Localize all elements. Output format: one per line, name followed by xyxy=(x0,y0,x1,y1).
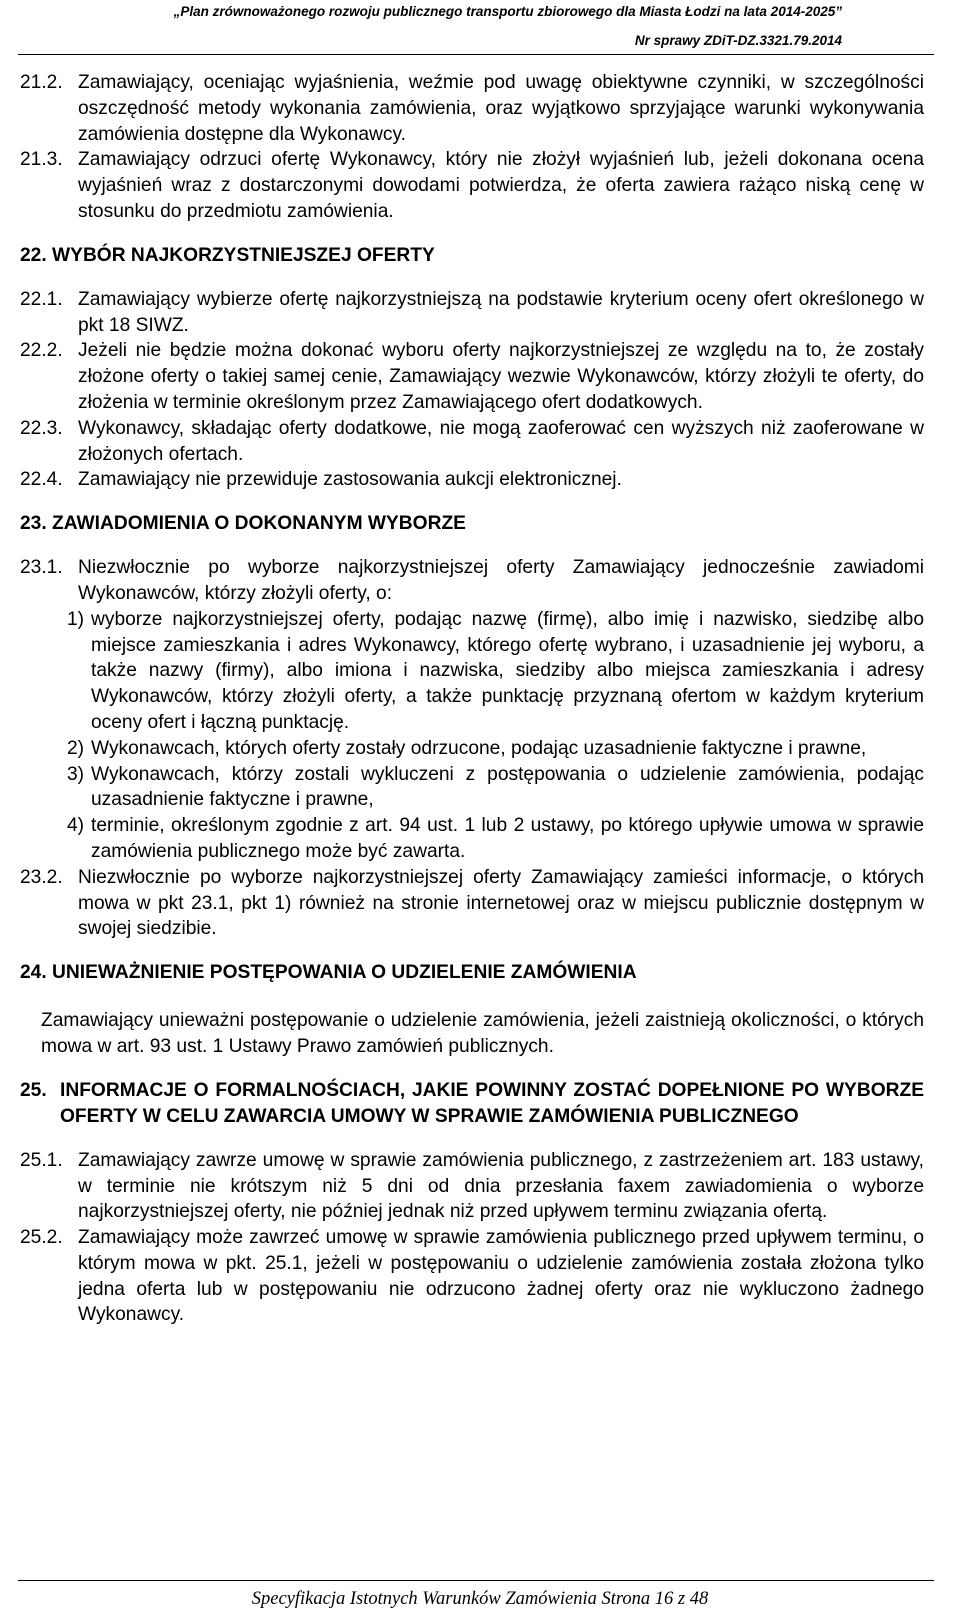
paragraph-number: 21.2. xyxy=(20,72,63,93)
page-number: 16 xyxy=(654,1589,674,1609)
header-title: „Plan zrównoważonego rozwoju publicznego transportu zbiorowego dla Miasta Łodzi na lata 2014-2025” xyxy=(173,4,842,19)
section-title: UNIEWAŻNIENIE POSTĘPOWANIA O UDZIELENIE ZAMÓWIENIA xyxy=(52,962,637,984)
paragraph-23-2 xyxy=(20,865,924,942)
list-text: Wykonawcach, których oferty zostały odrzucone, podając uzasadnienie faktyczne i prawne, xyxy=(91,737,867,759)
section-heading-24 xyxy=(20,960,924,986)
paragraph-text: Niezwłocznie po wyborze najkorzystniejszej oferty Zamawiający jednocześnie zawiadomi Wykonawców, którzy złożyli oferty, o: xyxy=(78,557,924,604)
paragraph-number: 22.3. xyxy=(20,417,63,439)
list-item-3 xyxy=(67,762,924,814)
paragraph-text: Wykonawcy, składając oferty dodatkowe, nie mogą zaoferować cen wyższych niż zaoferowane w złożonych ofertach. xyxy=(78,417,924,465)
section-number: 24. xyxy=(20,962,47,984)
paragraph-22-1 xyxy=(20,287,924,339)
paragraph-25-2 xyxy=(20,1225,924,1328)
list-number: 3) xyxy=(67,763,85,785)
section-title: INFORMACJE O FORMALNOŚCIACH, JAKIE POWINNY ZOSTAĆ DOPEŁNIONE PO WYBORZE OFERTY W CELU ZAWARCIA UMOWY W SPRAWIE ZAMÓWIENIA PUBLICZNEGO xyxy=(60,1079,924,1127)
footer-rule xyxy=(18,1580,934,1581)
paragraph-number: 23.2. xyxy=(20,866,63,888)
paragraph-number: 25.1. xyxy=(20,1149,63,1171)
paragraph-22-3 xyxy=(20,416,924,468)
paragraph-text: Zamawiający zawrze umowę w sprawie zamówienia publicznego, z zastrzeżeniem art. 183 ustawy, w terminie nie krótszym niż 5 dni od dnia przesłania faxem zawiadomienia o wyborze najkorzystniejszej oferty, nie później jednak niż przed upływem terminu związania ofertą. xyxy=(78,1149,924,1223)
page-total: 48 xyxy=(689,1589,709,1609)
section-title: WYBÓR NAJKORZYSTNIEJSZEJ OFERTY xyxy=(52,244,435,266)
paragraph-text: Jeżeli nie będzie można dokonać wyboru oferty najkorzystniejszej ze względu na to, że zostały złożone oferty o takiej samej cenie, Zamawiający wezwie Wykonawców, którzy złożyli te oferty, do złożenia w terminie określonym przez Zamawiającego ofert dodatkowych. xyxy=(78,340,924,413)
paragraph-number: 22.4. xyxy=(20,469,63,491)
paragraph-text: Zamawiający nie przewiduje zastosowania aukcji elektronicznej. xyxy=(78,469,622,491)
paragraph-number: 22.2. xyxy=(20,340,63,362)
paragraph-24: Zamawiający unieważni postępowanie o udzielenie zamówienia, jeżeli zaistnieją okoliczności, o których mowa w art. 93 ust. 1 Ustawy Prawo zamówień publicznych. xyxy=(41,1010,924,1057)
section-title: ZAWIADOMIENIA O DOKONANYM WYBORZE xyxy=(52,513,466,535)
section-heading-25 xyxy=(20,1078,924,1130)
paragraph-22-4 xyxy=(20,467,924,493)
list-number: 4) xyxy=(67,815,85,837)
list-text: wyborze najkorzystniejszej oferty, podając nazwę (firmę), albo imię i nazwisko, siedzibę albo miejsce zamieszkania i adres Wykonawcy, którego ofertę wybrano, i uzasadnienie jej wyboru, a także nazwy (firmy), albo imiona i nazwiska, siedziby albo miejsca zamieszkania i adresy Wykonawców, którzy złożyli oferty, a także punktację przyznaną ofertom w każdym kryterium oceny ofert i łączną punktację. xyxy=(91,608,924,733)
section-heading-22 xyxy=(20,243,924,269)
footer-separator: z xyxy=(673,1589,690,1609)
paragraph-number: 25.2. xyxy=(20,1227,63,1249)
paragraph-text: Zamawiający odrzuci ofertę Wykonawcy, który nie złożył wyjaśnień lub, jeżeli dokonana ocena wyjaśnień wraz z dostarczonymi dowodami potwierdza, że oferta zawiera rażąco niską cenę w stosunku do przedmiotu zamówienia. xyxy=(78,149,924,222)
paragraph-number: 23.1. xyxy=(20,557,63,579)
list-item-4 xyxy=(67,813,924,865)
list-item-1 xyxy=(67,607,924,736)
section-number: 23. xyxy=(20,513,47,535)
section-number: 25. xyxy=(20,1079,47,1101)
page-footer xyxy=(0,1589,960,1610)
paragraph-text: Niezwłocznie po wyborze najkorzystniejszej oferty Zamawiający zamieści informacje, o których mowa w pkt 23.1, pkt 1) również na stronie internetowej oraz w miejscu publicznie dostępnym w swojej siedzibie. xyxy=(78,866,924,940)
section-heading-23 xyxy=(20,511,924,537)
header-rule xyxy=(18,54,934,55)
header-case-number: Nr sprawy ZDiT-DZ.3321.79.2014 xyxy=(634,33,842,48)
paragraph-25-1 xyxy=(20,1148,924,1225)
footer-text: Specyfikacja Istotnych Warunków Zamówienia Strona xyxy=(251,1589,655,1609)
list-text: terminie, określonym zgodnie z art. 94 ust. 1 lub 2 ustawy, po którego upływie umowa w sprawie zamówienia publicznego może być zawarta. xyxy=(91,815,924,862)
paragraph-text: Zamawiający może zawrzeć umowę w sprawie zamówienia publicznego przed upływem terminu, o którym mowa w pkt. 25.1, jeżeli w postępowaniu o udzielenie zamówienia została złożona tylko jedna oferta lub w postępowaniu nie odrzucono żadnej oferty oraz nie wykluczono żadnego Wykonawcy. xyxy=(78,1227,924,1326)
paragraph-21-3 xyxy=(20,147,924,224)
list-number: 1) xyxy=(67,608,85,630)
section-number: 22. xyxy=(20,244,47,266)
paragraph-number: 22.1. xyxy=(20,288,63,310)
list-text: Wykonawcach, którzy zostali wykluczeni z postępowania o udzielenie zamówienia, podając uzasadnienie faktyczne i prawne, xyxy=(91,763,924,811)
list-number: 2) xyxy=(67,737,85,759)
document-body xyxy=(20,70,924,1328)
list-item-2 xyxy=(67,736,924,762)
paragraph-text: Zamawiający, oceniając wyjaśnienia, weźmie pod uwagę obiektywne czynniki, w szczególności oszczędność metody wykonania zamówienia, oraz wyjątkowo sprzyjające warunki wykonywania zamówienia dostępne dla Wykonawcy. xyxy=(78,72,924,145)
paragraph-text: Zamawiający wybierze ofertę najkorzystniejszą na podstawie kryterium oceny ofert określonego w pkt 18 SIWZ. xyxy=(78,288,924,336)
paragraph-number: 21.3. xyxy=(20,149,63,171)
paragraph-21-2 xyxy=(20,70,924,147)
paragraph-23-1 xyxy=(20,555,924,607)
paragraph-22-2 xyxy=(20,338,924,415)
